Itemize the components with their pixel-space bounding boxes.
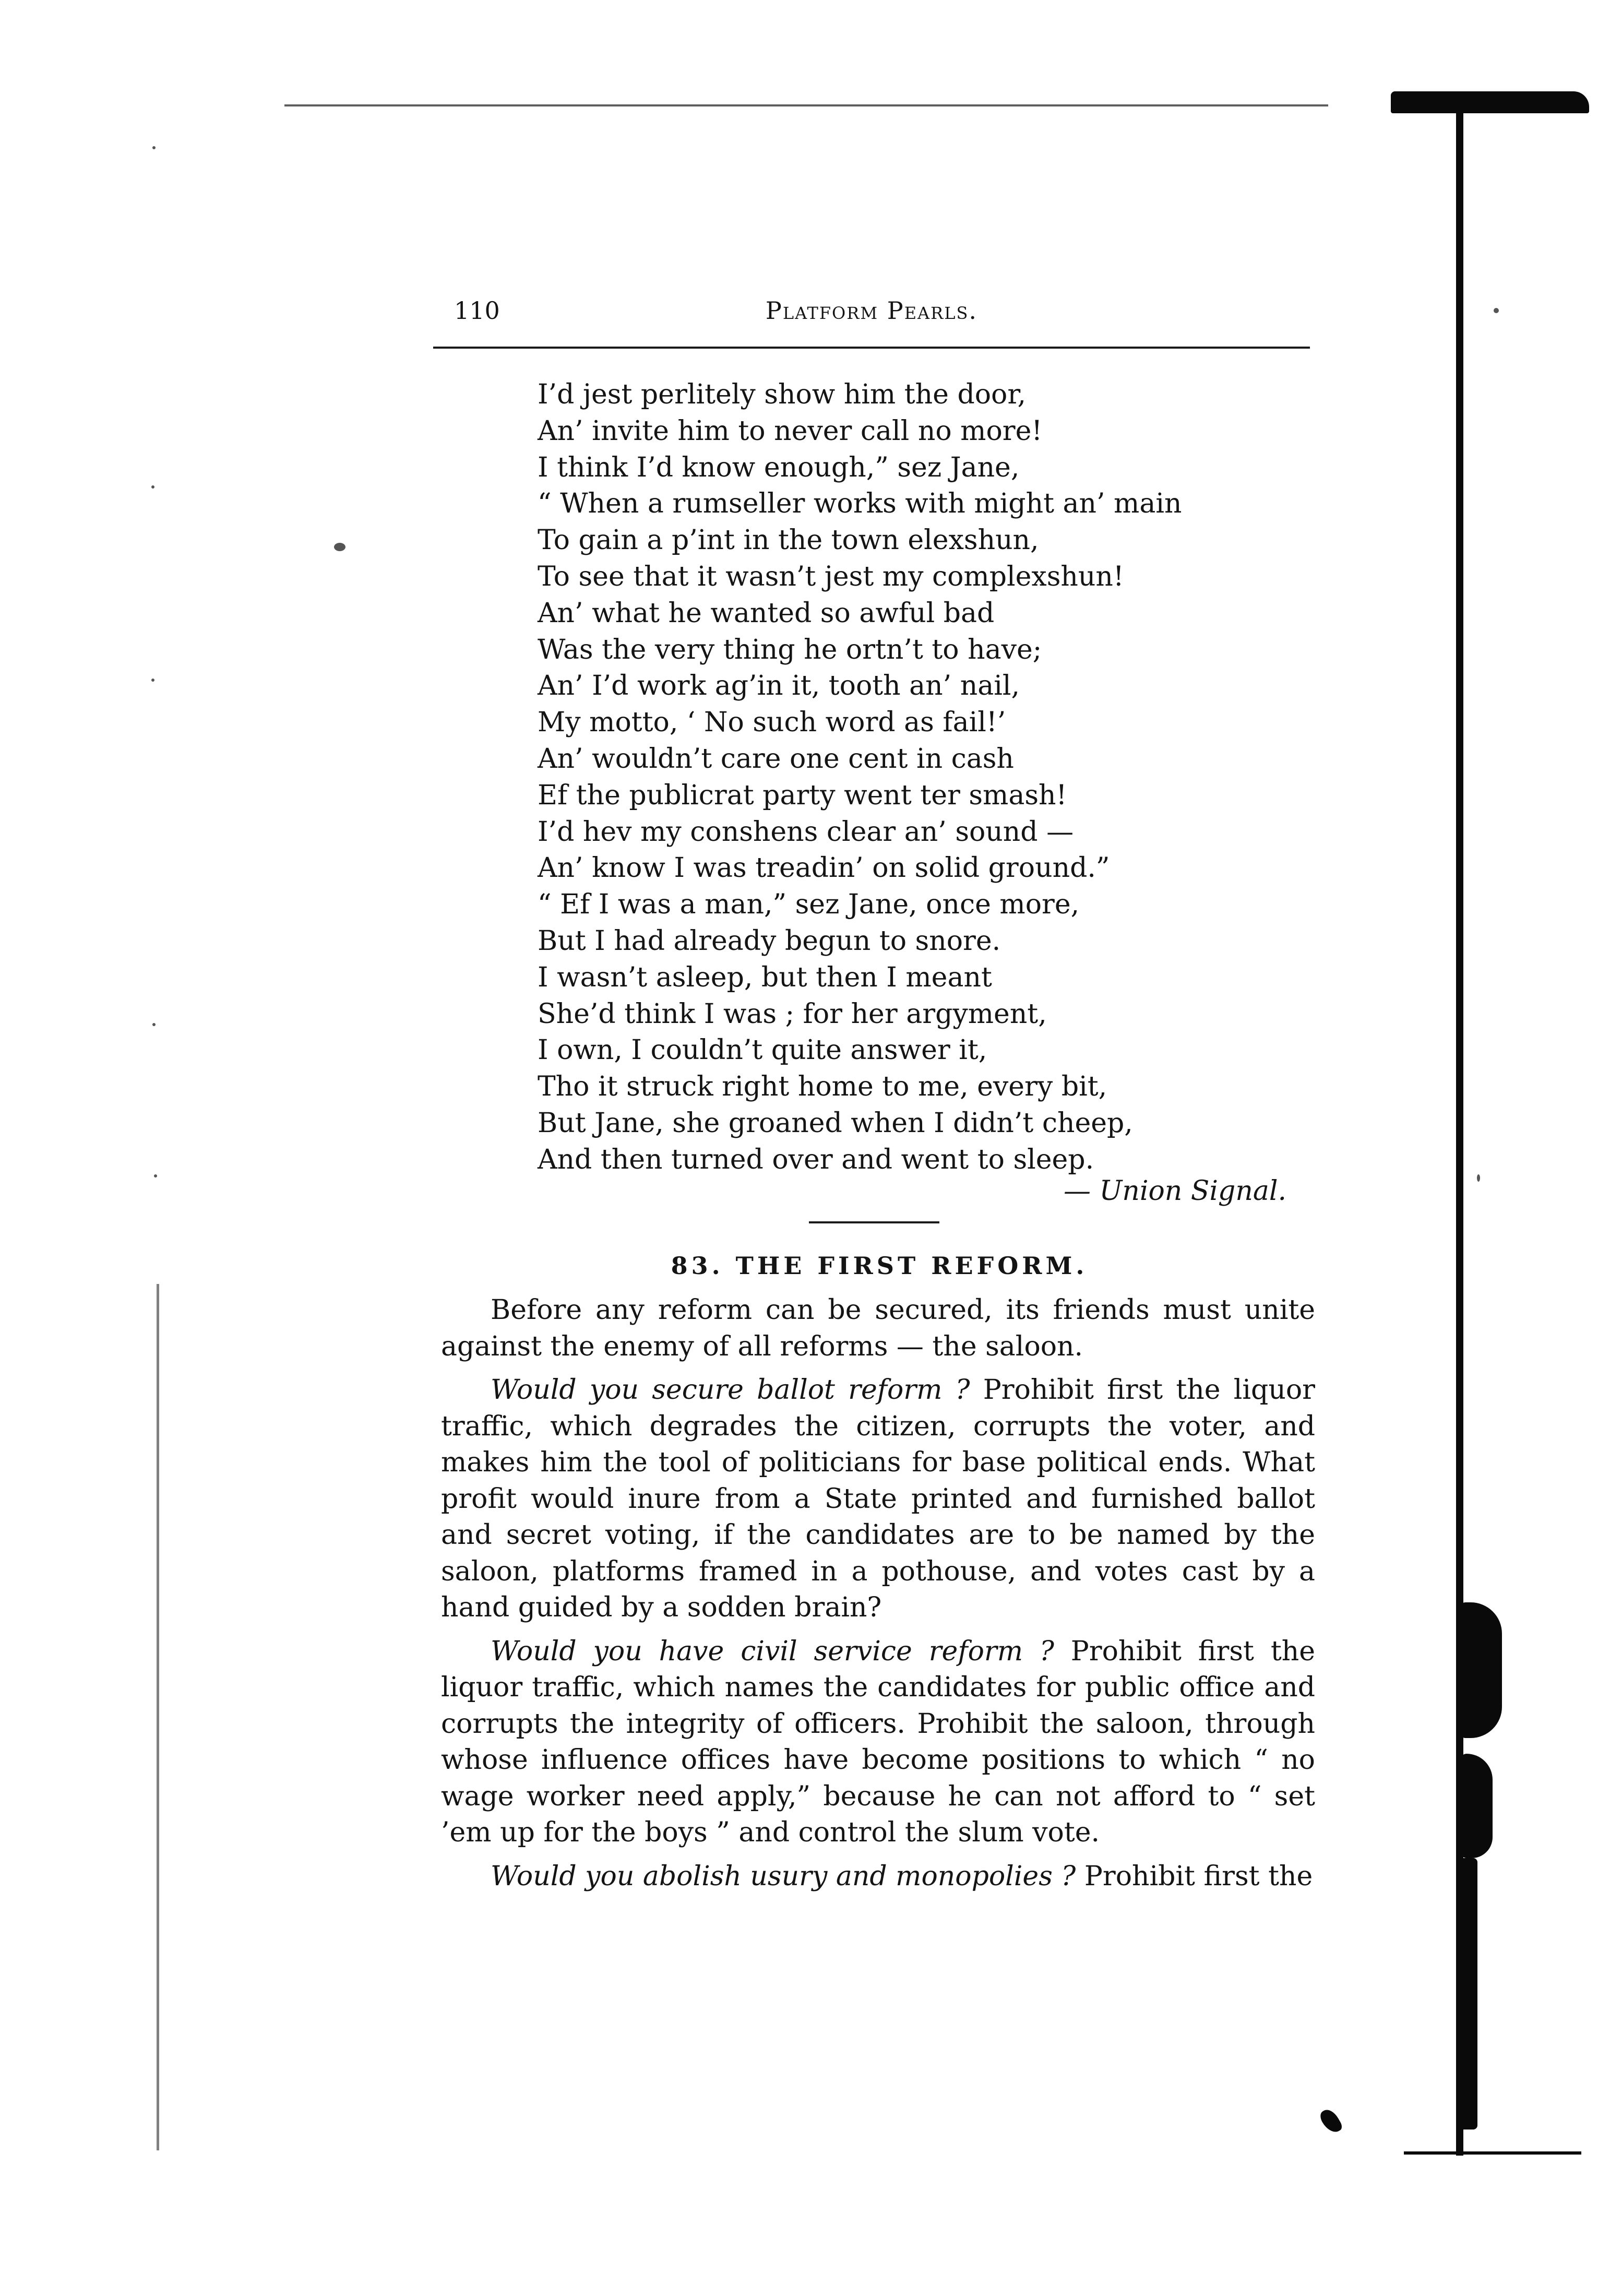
ink-mark — [1318, 2107, 1344, 2136]
paragraph — [441, 1634, 1315, 1851]
paragraph-lead: Would you secure ballot reform ? — [491, 1374, 970, 1406]
page-number: 110 — [454, 296, 500, 325]
poem-line: Tho it struck right home to me, every bit, — [538, 1071, 1107, 1103]
poem-line: An’ know I was treadin’ on solid ground.” — [538, 852, 1110, 884]
poem-line: I wasn’t asleep, but then I meant — [538, 961, 992, 993]
running-title: Platform Pearls. — [765, 296, 978, 325]
speck — [334, 543, 345, 551]
binding-ink-blot-3 — [1459, 1858, 1477, 2130]
poem-line: I own, I couldn’t quite answer it, — [538, 1034, 987, 1066]
poem-line: But I had already begun to snore. — [538, 925, 1001, 957]
speck — [151, 679, 154, 682]
poem-line: Was the very thing he ortn’t to have; — [538, 634, 1042, 665]
poem-line: But Jane, she groaned when I didn’t cheep, — [538, 1107, 1133, 1139]
speck — [1494, 308, 1499, 313]
speck — [1477, 1174, 1480, 1182]
poem-attribution: — Union Signal. — [1064, 1175, 1286, 1207]
section-title: 83. THE FIRST REFORM. — [671, 1252, 1088, 1280]
running-header — [433, 296, 1310, 333]
paragraph-text: Prohibit first the liquor traffic, which names the candidates for public office and corrupts the integrity of officers. Prohibit the saloon, through whose influence offices have become positions to which “ no wage worker need apply,” because he can not afford to “ set ’em up for the boys ” and control the slum vote. — [441, 1635, 1315, 1848]
binding-ink-blot-1 — [1460, 1602, 1502, 1738]
binding-ink-top — [1391, 91, 1589, 113]
paragraph — [441, 1859, 1315, 1895]
poem-line: My motto, ‘ No such word as fail!’ — [538, 707, 1006, 739]
poem-line: I’d hev my conshens clear an’ sound — — [538, 816, 1074, 848]
paragraph-text: Before any reform can be secured, its friends must unite against the enemy of all reforms — the saloon. — [441, 1294, 1315, 1362]
section-body — [441, 1292, 1315, 1902]
poem-line: Ef the publicrat party went ter smash! — [538, 779, 1067, 811]
poem-line: To gain a p’int in the town elexshun, — [538, 525, 1039, 556]
poem-line: To see that it wasn’t jest my complexshun! — [538, 561, 1124, 592]
poem-line: I think I’d know enough,” sez Jane, — [538, 451, 1020, 483]
paragraph — [441, 1372, 1315, 1626]
left-gutter-line — [157, 1284, 159, 2150]
poem-line: And then turned over and went to sleep. — [538, 1144, 1094, 1175]
speck — [151, 485, 154, 489]
poem-line: I’d jest perlitely show him the door, — [538, 379, 1027, 410]
poem-line: An’ invite him to never call no more! — [538, 415, 1043, 447]
poem-line: An’ wouldn’t care one cent in cash — [538, 743, 1014, 775]
paragraph-text: Prohibit first the liquor traffic, which degrades the citizen, corrupts the voter, and makes him the tool of politicians for base political ends. What profit would inure from a State printed and furnished ballot and secret voting, if the candidates are to be named by the saloon, platforms framed in a pothouse, and votes cast by a hand guided by a sodden brain? — [441, 1374, 1315, 1623]
binding-ink-base — [1404, 2151, 1581, 2155]
poem-line: “ When a rumseller works with might an’ main — [538, 488, 1182, 520]
poem-line: “ Ef I was a man,” sez Jane, once more, — [538, 889, 1080, 921]
paragraph — [441, 1292, 1315, 1365]
top-scan-rule — [284, 104, 1328, 106]
speck — [152, 1023, 156, 1026]
speck — [154, 1174, 157, 1177]
section-separator — [809, 1221, 939, 1223]
poem-line: She’d think I was ; for her argyment, — [538, 998, 1047, 1030]
paragraph-text: Prohibit first the — [1076, 1860, 1313, 1892]
poem — [538, 377, 1346, 1179]
binding-ink-blot-2 — [1461, 1754, 1493, 1858]
poem-line: An’ what he wanted so awful bad — [538, 597, 995, 629]
speck — [152, 146, 156, 149]
paragraph-lead: Would you have civil service reform ? — [491, 1635, 1054, 1667]
header-rule — [433, 347, 1310, 349]
poem-line: An’ I’d work ag’in it, tooth an’ nail, — [538, 670, 1020, 702]
paragraph-lead: Would you abolish usury and monopolies ? — [491, 1860, 1076, 1892]
